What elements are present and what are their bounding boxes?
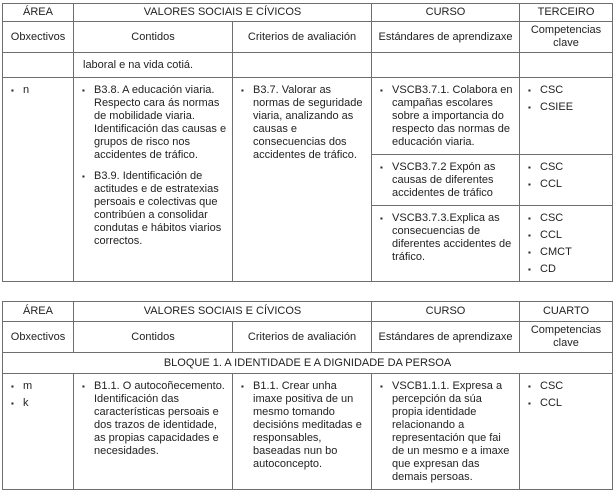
t1-carryover-contidos-cell [74,53,233,78]
t2-obxectivos-cell [3,374,74,490]
criterio-text: B3.7. Valorar as normas de seguridade viaria, analizando as causas e consecuencias dos accidentes de tráfico. [253,84,363,161]
list-item [528,263,608,276]
t1-col-obxectivos: Obxectivos [3,22,74,53]
bullet-icon: ▪ [11,86,14,95]
competencia-text: CSC [540,161,564,173]
t1-carryover-text: laboral e na vida cotiá. [83,59,194,71]
bullet-icon: ▪ [380,214,383,223]
t2-contidos-cell [74,374,233,490]
t1-col-estandares: Estándares de aprendizaxe [372,22,520,53]
t1-criterios-cell [233,78,372,282]
bullet-icon: ▪ [82,172,85,181]
estandar-text: VSCB1.1.1. Expresa a percepción da súa propia identidade relacionando a representación que fai de un mesmo e a imaxe que expresan das demais persoas. [392,380,510,483]
curriculum-table-cuarto [2,301,613,490]
t1-carryover-criterios-cell [233,53,372,78]
t1-header-area: ÁREA [3,4,74,22]
t2-content-row [3,374,613,490]
t1-col-contidos: Contidos [74,22,233,53]
list-item [380,212,515,264]
competencia-text: CCL [540,178,563,190]
competencia-text: CSC [540,212,564,224]
t1-estandar-cell-2 [372,155,520,206]
bullet-icon: ▪ [528,214,531,223]
t2-col-obxectivos: Obxectivos [3,322,74,353]
bullet-icon: ▪ [528,163,531,172]
t2-bloque-title: BLOQUE 1. A IDENTIDADE E A DIGNIDADE DA PERSOA [3,353,613,374]
t1-obxectivos-cell [3,78,74,282]
obxectivo-text: k [23,397,29,409]
bullet-icon: ▪ [528,103,531,112]
contido-text: B3.8. A educación viaria. Respecto cara ás normas de mobilidade viaria. Identificación das causas e grupos de risco nos accidentes de tráfico. [94,84,227,161]
t1-carryover-estandares-cell [372,53,520,78]
list-item [528,380,608,393]
t1-header-level: TERCEIRO [520,4,613,22]
t2-header-level: CUARTO [520,302,613,322]
contido-text: B1.1. O autocoñecemento. Identificación das características persoais e dos trazos de identidade, as propias capacidades e necesidades. [94,380,225,457]
t1-col-criterios: Criterios de avaliación [233,22,372,53]
estandar-text: VSCB3.7.1. Colabora en campañas escolares sobre a importancia do respecto das normas de educación viaria. [392,84,513,148]
list-item [11,84,69,97]
obxectivo-text: n [23,84,30,96]
contido-text: B3.9. Identificación de actitudes e de estratexias persoais e colectivas que contribúen a consolidar condutas e hábitos viarios correctos. [94,170,222,247]
t2-competencias-cell-1 [520,374,613,490]
t1-estandar-cell-1 [372,78,520,155]
competencia-text: CCL [540,397,563,409]
bullet-icon: ▪ [528,248,531,257]
competencia-text: CSC [540,380,564,392]
list-item [82,170,228,248]
competencia-text: CSC [540,84,564,96]
t2-col-criterios: Criterios de avaliación [233,322,372,353]
list-item [11,380,69,393]
list-item [528,397,608,410]
list-item [380,84,515,149]
competencia-text: CCL [540,229,563,241]
bullet-icon: ▪ [82,382,85,391]
t1-contidos-cell [74,78,233,282]
bullet-icon: ▪ [528,231,531,240]
t1-competencias-cell-2 [520,155,613,206]
bullet-icon: ▪ [380,382,383,391]
bullet-icon: ▪ [528,382,531,391]
t1-header-subject: VALORES SOCIAIS E CÍVICOS [74,4,372,22]
bullet-icon: ▪ [11,382,14,391]
list-item [241,84,367,162]
curriculum-table-terceiro [2,3,613,282]
list-item [528,161,608,174]
competencia-text: CSIEE [540,101,574,113]
competencia-text: CD [540,263,556,275]
estandar-text: VSCB3.7.2 Expón as causas de diferentes accidentes de tráfico [392,161,496,199]
list-item [528,246,608,259]
t2-bloque-row [3,353,613,374]
table-gap [2,282,613,301]
list-item [528,212,608,225]
list-item [380,380,515,484]
t1-estandar-cell-3 [372,206,520,282]
list-item [82,380,228,458]
t1-carryover-obxectivos-cell [3,53,74,78]
t2-estandar-cell-1 [372,374,520,490]
t1-content-row [3,78,613,155]
bullet-icon: ▪ [11,399,14,408]
list-item [528,178,608,191]
list-item [380,161,515,200]
bullet-icon: ▪ [528,180,531,189]
list-item [528,101,608,114]
criterio-text: B1.1. Crear unha imaxe positiva de un mesmo tomando decisións meditadas e responsables, baseadas nun bo autoconcepto. [253,380,362,470]
t2-col-competencias: Competencias clave [520,322,613,353]
t1-competencias-cell-1 [520,78,613,155]
bullet-icon: ▪ [82,86,85,95]
t1-header-curso: CURSO [372,4,520,22]
t1-col-competencias: Competencias clave [520,22,613,53]
list-item [528,84,608,97]
obxectivo-text: m [23,380,33,392]
t1-carryover-competencias-cell [520,53,613,78]
bullet-icon: ▪ [241,86,244,95]
list-item [528,229,608,242]
bullet-icon: ▪ [528,399,531,408]
t1-competencias-cell-3 [520,206,613,282]
list-item [11,397,69,410]
bullet-icon: ▪ [528,86,531,95]
t2-header-subject: VALORES SOCIAIS E CÍVICOS [74,302,372,322]
bullet-icon: ▪ [241,382,244,391]
t2-header-curso: CURSO [372,302,520,322]
list-item [241,380,367,471]
list-item [82,84,228,162]
estandar-text: VSCB3.7.3.Explica as consecuencias de diferentes accidentes de tráfico. [392,212,512,263]
t2-header-area: ÁREA [3,302,74,322]
t2-criterios-cell [233,374,372,490]
bullet-icon: ▪ [528,265,531,274]
t1-carryover-row [3,53,613,78]
bullet-icon: ▪ [380,86,383,95]
bullet-icon: ▪ [380,163,383,172]
t2-col-estandares: Estándares de aprendizaxe [372,322,520,353]
t2-col-contidos: Contidos [74,322,233,353]
competencia-text: CMCT [540,246,572,258]
